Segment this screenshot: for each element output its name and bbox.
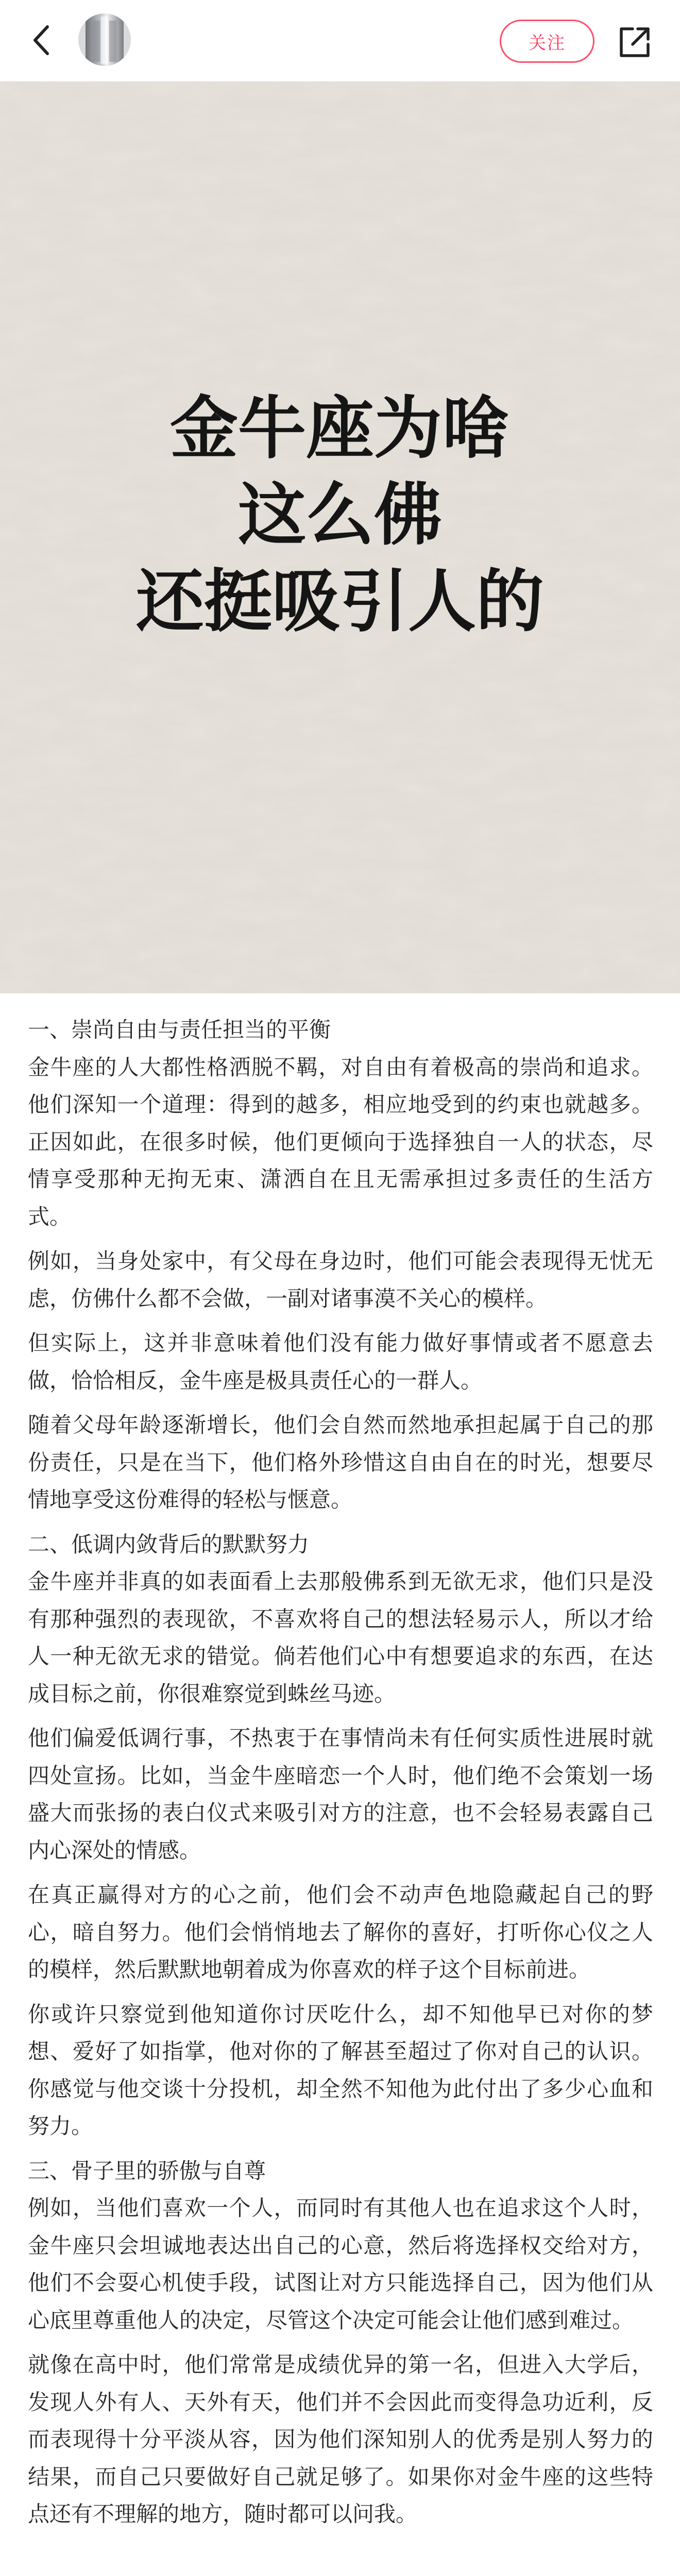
paragraph: 例如，当他们喜欢一个人，而同时有其他人也在追求这个人时，金牛座只会坦诚地表达出自己的心意，然后将选择权交给对方，他们不会耍心机使手段，试图让对方只能选择自己，因为他们从心底里尊重他人的决定，尽管这个决定可能会让他们感到难过。 (28, 2195, 653, 2333)
chevron-left-icon (31, 24, 52, 57)
paragraph: 你或许只察觉到他知道你讨厌吃什么，却不知他早已对你的梦想、爱好了如指掌，他对你的了解甚至超过了你对自己的认识。你感觉与他交谈十分投机，却全然不知他为此付出了多少心血和努力。 (28, 2001, 653, 2139)
paragraph: 在真正赢得对方的心之前，他们会不动声色地隐藏起自己的野心，暗自努力。他们会悄悄地去了解你的喜好，打听你心仪之人的模样，然后默默地朝着成为你喜欢的样子这个目标前进。 (28, 1882, 653, 1982)
back-button[interactable] (21, 20, 62, 61)
cover-title-line-3: 还挺吸引人的 (136, 562, 544, 641)
paragraph: 金牛座并非真的如表面看上去那般佛系到无欲无求，他们只是没有那种强烈的表现欲，不喜欢将自己的想法轻易示人，所以才给人一种无欲无求的错觉。倘若他们心中有想要追求的东西，在达成目标之前，你很难察觉到蛛丝马迹。 (28, 1569, 653, 1706)
author-avatar[interactable] (78, 13, 131, 66)
follow-button[interactable]: 关注 (500, 20, 594, 63)
article-body (28, 1011, 653, 2540)
paragraph: 金牛座的人大都性格洒脱不羁，对自由有着极高的崇尚和追求。他们深知一个道理：得到的越多，相应地受到的约束也就越多。正因如此，在很多时候，他们更倾向于选择独自一人的状态，尽情享受那种无拘无束、潇洒自在且无需承担过多责任的生活方式。 (28, 1054, 653, 1229)
share-button[interactable] (612, 20, 657, 65)
paragraph: 他们偏爱低调行事，不热衷于在事情尚未有任何实质性进展时就四处宣扬。比如，当金牛座暗恋一个人时，他们绝不会策划一场盛大而张扬的表白仪式来吸引对方的注意，也不会轻易表露自己内心深处的情感。 (28, 1725, 653, 1863)
paragraph: 但实际上，这并非意味着他们没有能力做好事情或者不愿意去做，恰恰相反，金牛座是极具责任心的一群人。 (28, 1330, 653, 1393)
user-avatar (78, 13, 131, 66)
cover-title-line-1: 金牛座为啥 (170, 389, 510, 468)
paragraph: 随着父母年龄逐渐增长，他们会自然而然地承担起属于自己的那份责任，只是在当下，他们格外珍惜这自由自在的时光，想要尽情地享受这份难得的轻松与惬意。 (28, 1412, 653, 1512)
share-icon (617, 25, 652, 60)
section-heading: 三、骨子里的骄傲与自尊 (28, 2158, 266, 2183)
paragraph: 就像在高中时，他们常常是成绩优异的第一名，但进入大学后，发现人外有人、天外有天，他们并不会因此而变得急功近利，反而表现得十分平淡从容，因为他们深知别人的优秀是别人努力的结果，而自己只要做好自己就足够了。如果你对金牛座的这些特点还有不理解的地方，随时都可以问我。 (28, 2352, 653, 2527)
cover-title (0, 385, 680, 645)
cover-title-line-2: 这么佛 (238, 476, 442, 555)
top-nav-bar (0, 0, 680, 81)
cover-image[interactable] (0, 81, 680, 993)
section-heading: 二、低调内敛背后的默默努力 (28, 1531, 310, 1557)
paragraph: 例如，当身处家中，有父母在身边时，他们可能会表现得无忧无虑，仿佛什么都不会做，一副对诸事漠不关心的模样。 (28, 1248, 653, 1311)
section-heading: 一、崇尚自由与责任担当的平衡 (28, 1017, 331, 1042)
